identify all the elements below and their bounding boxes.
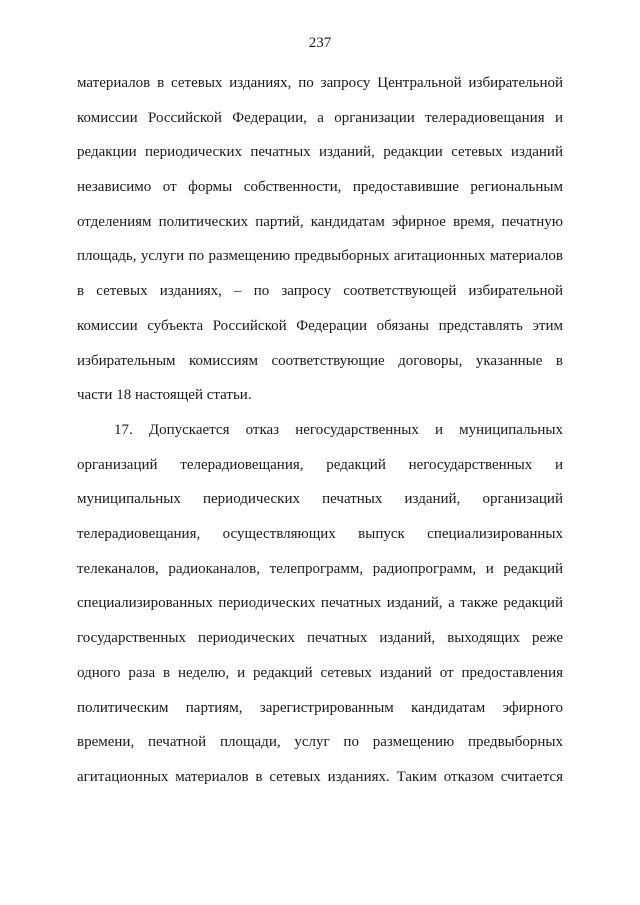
- text-line: избирательным комиссиям соответствующие договоры, указанные в: [77, 352, 563, 369]
- text-line: редакции периодических печатных изданий, редакции сетевых изданий: [77, 144, 563, 161]
- text-line: агитационных материалов в сетевых изданиях. Таким отказом считается: [77, 768, 563, 785]
- text-line: материалов в сетевых изданиях, по запросу Центральной избирательной: [77, 75, 563, 91]
- paragraph-17: [77, 413, 563, 795]
- text-line: площадь, услуги по размещению предвыборных агитационных материалов: [77, 248, 563, 265]
- text-line: независимо от формы собственности, предоставившие региональным: [77, 179, 563, 196]
- text-line: комиссии субъекта Российской Федерации обязаны представлять этим: [77, 317, 563, 334]
- paragraph-continued: [77, 66, 563, 413]
- text-line: времени, печатной площади, услуг по размещению предвыборных: [77, 734, 563, 751]
- text-line: части 18 настоящей статьи.: [77, 387, 252, 404]
- page-number: 237: [308, 35, 332, 51]
- text-line: отделениям политических партий, кандидатам эфирное время, печатную: [77, 213, 563, 230]
- text-line: организаций телерадиовещания, редакций негосударственных и: [77, 456, 563, 473]
- text-line: специализированных периодических печатных изданий, а также редакций: [77, 595, 563, 612]
- text-line: политическим партиям, зарегистрированным кандидатам эфирного: [77, 699, 563, 716]
- text-line: одного раза в неделю, и редакций сетевых изданий от предоставления: [77, 664, 563, 681]
- text-line: государственных периодических печатных изданий, выходящих реже: [77, 630, 563, 647]
- text-line: комиссии Российской Федерации, а организации телерадиовещания и: [77, 109, 563, 126]
- text-line: телеканалов, радиоканалов, телепрограмм, радиопрограмм, и редакций: [77, 560, 563, 577]
- text-line: в сетевых изданиях, – по запросу соответствующей избирательной: [77, 283, 563, 300]
- text-line: муниципальных периодических печатных изданий, организаций: [77, 491, 563, 508]
- text-line: 17. Допускается отказ негосударственных и муниципальных: [114, 422, 563, 438]
- text-line: телерадиовещания, осуществляющих выпуск специализированных: [77, 526, 563, 543]
